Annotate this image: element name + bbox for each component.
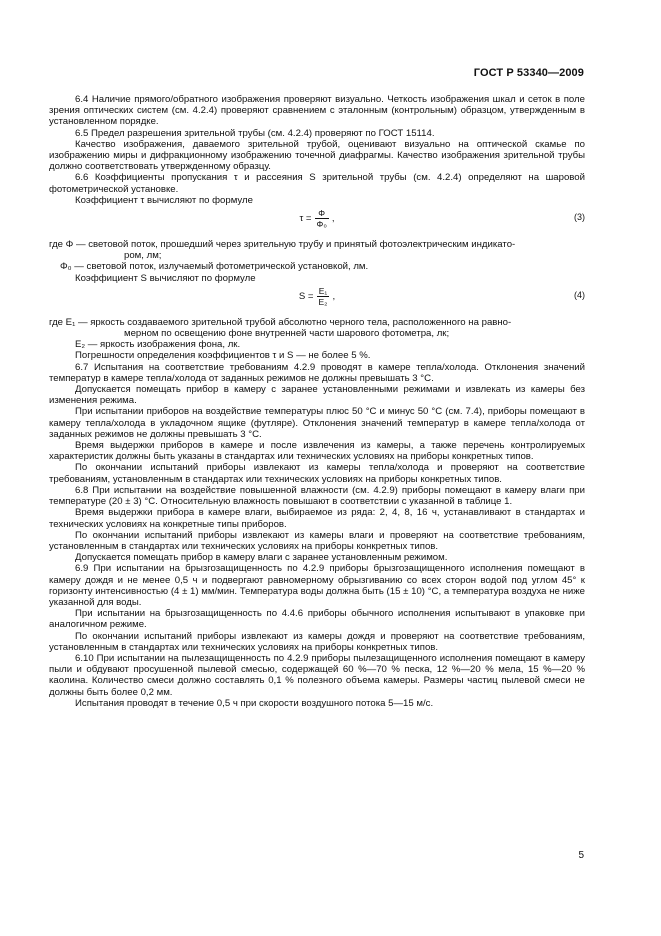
formula-3-fraction — [315, 208, 329, 229]
formula-4-lhs: S = — [298, 290, 314, 302]
paragraph-after-heat-test: По окончании испытаний приборы извлекают из камеры тепла/холода и проверяют на соответствие требованиям, установленным в стандартах или технических условиях на приборы конкретных типов. — [49, 462, 585, 485]
paragraph-chamber-allowed: Допускается помещать прибор в камеру с заранее установленными режимами и извлекать из камеры без изменения режима. — [49, 384, 585, 407]
formula-3 — [49, 208, 585, 238]
paragraph-dust-duration: Испытания проводят в течение 0,5 ч при скорости воздушного потока 5—15 м/с. — [75, 697, 434, 709]
paragraph-6-9: 6.9 При испытании на брызгозащищенность по 4.2.9 приборы брызгозащищенного исполнения помещают в камеру дождя и не менее 0,5 ч и подвергают равномерному обрызгиванию со всех сторон водой под углом 45° к горизонту интенсивностью (4 ± 1) мм/мин. Температура воды должна быть (15 ± 10) °С, а температура воздуха не ниже указанной для воды. — [49, 563, 585, 608]
where-phi-lhs: где Φ — — [49, 239, 89, 251]
formula-3-tail: , — [331, 212, 335, 224]
paragraph-after-humidity-test: По окончании испытаний приборы извлекают из камеры влаги и проверяют на соответствие требованиям, установленным в стандартах или технических условиях на приборы конкретных типов. — [49, 529, 585, 552]
where-phi-continued: ром, лм; — [124, 250, 162, 262]
paragraph-hold-time: Время выдержки приборов в камере и после извлечения из камеры, а также перечень контролируемых характеристик должны быть указаны в стандартах или технических условиях на приборы конкретных типов. — [49, 440, 585, 463]
paragraph-6-7: 6.7 Испытания на соответствие требованиям 4.2.9 проводят в камере тепла/холода. Отклонения значений температур в камере тепла/холода от заданных режимов не должны превышать 3 °С. — [49, 361, 585, 384]
paragraph-temperature-test: При испытании приборов на воздействие температуры плюс 50 °С и минус 50 °С (см. 7.4), приборы помещают в камеру тепла/холода в укладочном ящике (футляре). Отклонения значений температур в камере тепла/холода от заданных режимов не должны превышать 3 °С. — [49, 406, 585, 440]
formula-4-denominator: E₂ — [318, 296, 328, 307]
formula-3-lhs: τ = — [299, 212, 312, 224]
formula-3-number: (3) — [574, 212, 585, 223]
formula-4-fraction — [317, 286, 330, 307]
where-phi0: Φ₀ — световой поток, излучаемый фотометрической установкой, лм. — [60, 261, 369, 273]
formula-4-number: (4) — [574, 289, 585, 300]
where-e1-continued: мерном по освещению фоне внутренней части шарового фотометра, лк; — [124, 328, 450, 340]
formula-3-denominator: Φ₀ — [316, 219, 327, 230]
document-id-header: ГОСТ Р 53340—2009 — [473, 67, 584, 79]
formula-4-numerator: E₁ — [318, 285, 328, 296]
where-e2: E₂ — яркость изображения фона, лк. — [75, 339, 241, 351]
where-e1-rhs: яркость создаваемого зрительной трубой абсолютно черного тела, расположенного на равно- — [90, 316, 512, 328]
formula-3-numerator: Φ — [318, 208, 326, 219]
paragraph-image-quality: Качество изображения, даваемого зрительной трубой, оценивают визуально на оптической скамье по изображению миры и дифракционному изображению точечной диафрагмы. Качество изображения зрительной трубы должно соответствовать утвержденному образцу. — [49, 138, 585, 173]
paragraph-6-8: 6.8 При испытании на воздействие повышенной влажности (см. 4.2.9) приборы помещают в камеру влаги при температуре (20 ± 3) °С. Относительную влажность повышают в соответствии с указанной в таблице 1. — [49, 484, 585, 508]
paragraph-6-4: 6.4 Наличие прямого/обратного изображения проверяют визуально. Четкость изображения шкал и сеток в поле зрения оптических систем (см. 4.2.4) проверяют сравнением с эталонным (контрольным) образцом, утвержденным в установленном порядке. — [49, 94, 585, 128]
page-number: 5 — [578, 850, 584, 861]
where-phi-rhs: световой поток, прошедший через зрительную трубу и принятый фотоэлектрическим индикато- — [88, 239, 516, 251]
paragraph-humidity-hold: Время выдержки прибора в камере влаги, выбираемое из ряда: 2, 4, 8, 16 ч, устанавливают в стандартах и технических условиях на конкретные типы приборов. — [49, 507, 585, 530]
where-e1-lhs: где E₁ — — [49, 316, 91, 328]
where-phi — [49, 239, 585, 250]
document-body — [49, 94, 585, 709]
formula-4-tail: , — [332, 290, 336, 302]
formula-4 — [49, 286, 585, 316]
paragraph-6-5: 6.5 Предел разрешения зрительной трубы (см. 4.2.4) проверяют по ГОСТ 15114. — [75, 127, 435, 139]
paragraph-6-6: 6.6 Коэффициенты пропускания τ и рассеяния S зрительной трубы (см. 4.2.4) определяют на шаровой фотометрической установке. — [49, 172, 585, 195]
paragraph-humidity-allowed: Допускается помещать прибор в камеру влаги с заранее установленным режимом. — [75, 552, 448, 564]
paragraph-errors: Погрешности определения коэффициентов τ и S — не более 5 %. — [75, 350, 371, 362]
paragraph-tau-intro: Коэффициент τ вычисляют по формуле — [75, 194, 253, 206]
paragraph-s-intro: Коэффициент S вычисляют по формуле — [75, 272, 256, 284]
where-e1 — [49, 317, 585, 328]
paragraph-after-rain-test: По окончании испытаний приборы извлекают из камеры дождя и проверяют на соответствие требованиям, установленным в стандартах или технических условиях на приборы конкретных типов. — [49, 630, 585, 653]
paragraph-splash-packaged: При испытании на брызгозащищенность по 4.4.6 приборы обычного исполнения испытывают в упаковке при аналогичном режиме. — [49, 608, 585, 631]
paragraph-6-10: 6.10 При испытании на пылезащищенность по 4.2.9 приборы пылезащищенного исполнения помещают в камеру пыли и обдувают просушенной пылевой смесью, содержащей 60 %—70 % песка, 12 %—20 % мела, 15 %—20 % каолина. Количество смеси должно составлять 0,1 % полезного объема камеры. Размеры частиц пылевой смеси не должны быть более 0,2 мм. — [49, 652, 585, 698]
